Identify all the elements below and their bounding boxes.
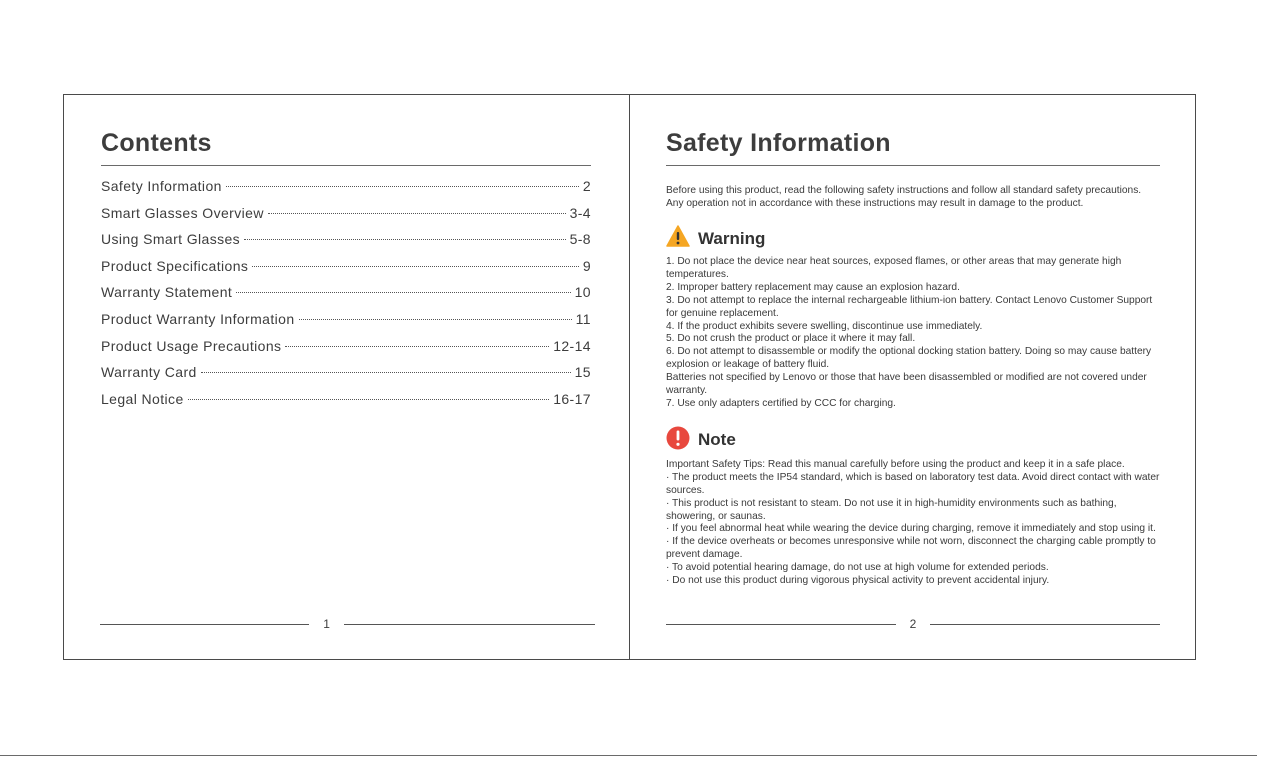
toc-entry-label: Using Smart Glasses	[101, 231, 241, 248]
bottom-edge-rule	[0, 755, 1257, 756]
toc-entry-label: Legal Notice	[101, 390, 184, 407]
note-heading	[666, 426, 1160, 455]
warning-heading-label: Warning	[698, 228, 766, 248]
toc-entry[interactable]	[101, 231, 591, 258]
toc-leader-dots	[226, 186, 579, 187]
toc-entry[interactable]	[101, 338, 591, 365]
page-title: Contents	[101, 129, 212, 157]
warning-item: 2. Improper battery replacement may cause an explosion hazard.	[666, 281, 960, 293]
toc-entry-label: Safety Information	[101, 178, 222, 194]
toc-entry-page: 3-4	[569, 204, 591, 221]
page-number: 2	[909, 617, 917, 631]
table-of-contents	[101, 178, 591, 417]
footer-rule	[344, 624, 595, 625]
toc-entry-label: Warranty Statement	[101, 284, 233, 301]
toc-entry[interactable]	[101, 311, 591, 338]
warning-item: 5. Do not crush the product or place it where it may fall.	[666, 333, 916, 345]
footer-rule	[100, 624, 309, 625]
toc-entry[interactable]	[101, 178, 591, 205]
toc-leader-dots	[268, 213, 566, 214]
toc-entry[interactable]	[101, 205, 591, 232]
exclamation-circle-icon	[666, 426, 690, 455]
toc-entry-page: 11	[575, 310, 591, 327]
warning-item: 6. Do not attempt to disassemble or modify the optional docking station battery. Doing so may cause battery explosion or leakage of battery fluid.	[666, 346, 1152, 371]
toc-leader-dots	[285, 346, 549, 347]
toc-entry-page: 12-14	[553, 337, 591, 354]
toc-entry[interactable]	[101, 258, 591, 285]
toc-leader-dots	[244, 239, 565, 240]
toc-entry-label: Smart Glasses Overview	[101, 204, 264, 221]
footer-rule	[666, 624, 896, 625]
toc-entry-label: Product Warranty Information	[101, 310, 295, 327]
toc-entry[interactable]	[101, 364, 591, 391]
toc-entry-label: Product Usage Precautions	[101, 337, 282, 354]
contents-page	[101, 120, 591, 417]
note-item: · This product is not resistant to steam. Do not use it in high-humidity environments such as bathing, showering, or saunas.	[666, 497, 1117, 522]
note-item: · If you feel abnormal heat while wearing the device during charging, remove it immediately and stop using it.	[666, 523, 1156, 535]
warning-list	[666, 256, 1160, 411]
toc-leader-dots	[188, 399, 550, 400]
toc-entry[interactable]	[101, 391, 591, 418]
page-footer-left	[100, 617, 595, 631]
safety-information-page	[666, 120, 1160, 588]
toc-entry-page: 9	[582, 257, 591, 274]
title-underline	[101, 165, 591, 166]
toc-entry-label: Warranty Card	[101, 364, 197, 381]
toc-entry-page: 10	[574, 284, 591, 301]
note-heading-label: Note	[698, 430, 736, 450]
toc-entry-page: 16-17	[553, 390, 591, 407]
toc-leader-dots	[236, 292, 570, 293]
toc-entry-page: 2	[582, 178, 591, 194]
warning-item: 3. Do not attempt to replace the internal rechargeable lithium-ion battery. Contact Lenovo Customer Support for genuine replacement.	[666, 294, 1153, 319]
toc-leader-dots	[201, 372, 571, 373]
note-item: Important Safety Tips: Read this manual carefully before using the product and keep it in a safe place.	[666, 458, 1125, 470]
warning-item: 4. If the product exhibits severe swelling, discontinue use immediately.	[666, 320, 983, 332]
note-item: · The product meets the IP54 standard, which is based on laboratory test data. Avoid direct contact with water sources.	[666, 471, 1160, 496]
warning-item: 1. Do not place the device near heat sources, exposed flames, or other areas that may generate high temperatures.	[666, 256, 1122, 280]
page-number: 1	[323, 617, 330, 631]
note-list	[666, 459, 1160, 588]
toc-leader-dots	[252, 266, 578, 267]
note-item: · To avoid potential hearing damage, do not use at high volume for extended periods.	[666, 562, 1049, 574]
title-underline	[666, 165, 1160, 166]
footer-rule	[930, 624, 1160, 625]
toc-entry-page: 5-8	[569, 231, 591, 248]
note-item: · Do not use this product during vigorous physical activity to prevent accidental injury.	[666, 575, 1050, 587]
page-fold-divider	[629, 94, 630, 660]
toc-entry-label: Product Specifications	[101, 257, 249, 274]
note-item: · If the device overheats or becomes unresponsive while not worn, disconnect the charging cable promptly to prevent damage.	[666, 536, 1156, 561]
page-title: Safety Information	[666, 129, 891, 157]
toc-entry[interactable]	[101, 284, 591, 311]
toc-entry-page: 15	[574, 364, 591, 381]
warning-triangle-icon	[666, 225, 690, 252]
intro-paragraph: Before using this product, read the following safety instructions and follow all standard safety precautions. Any operation not in accordance with these instructions may result in damage to the product.	[666, 185, 1142, 209]
warning-item: Batteries not specified by Lenovo or those that have been disassembled or modified are not covered under warranty.	[666, 372, 1147, 397]
page-footer-right	[666, 617, 1160, 631]
warning-heading	[666, 225, 1160, 252]
toc-leader-dots	[299, 319, 572, 320]
warning-item: 7. Use only adapters certified by CCC for charging.	[666, 397, 896, 409]
